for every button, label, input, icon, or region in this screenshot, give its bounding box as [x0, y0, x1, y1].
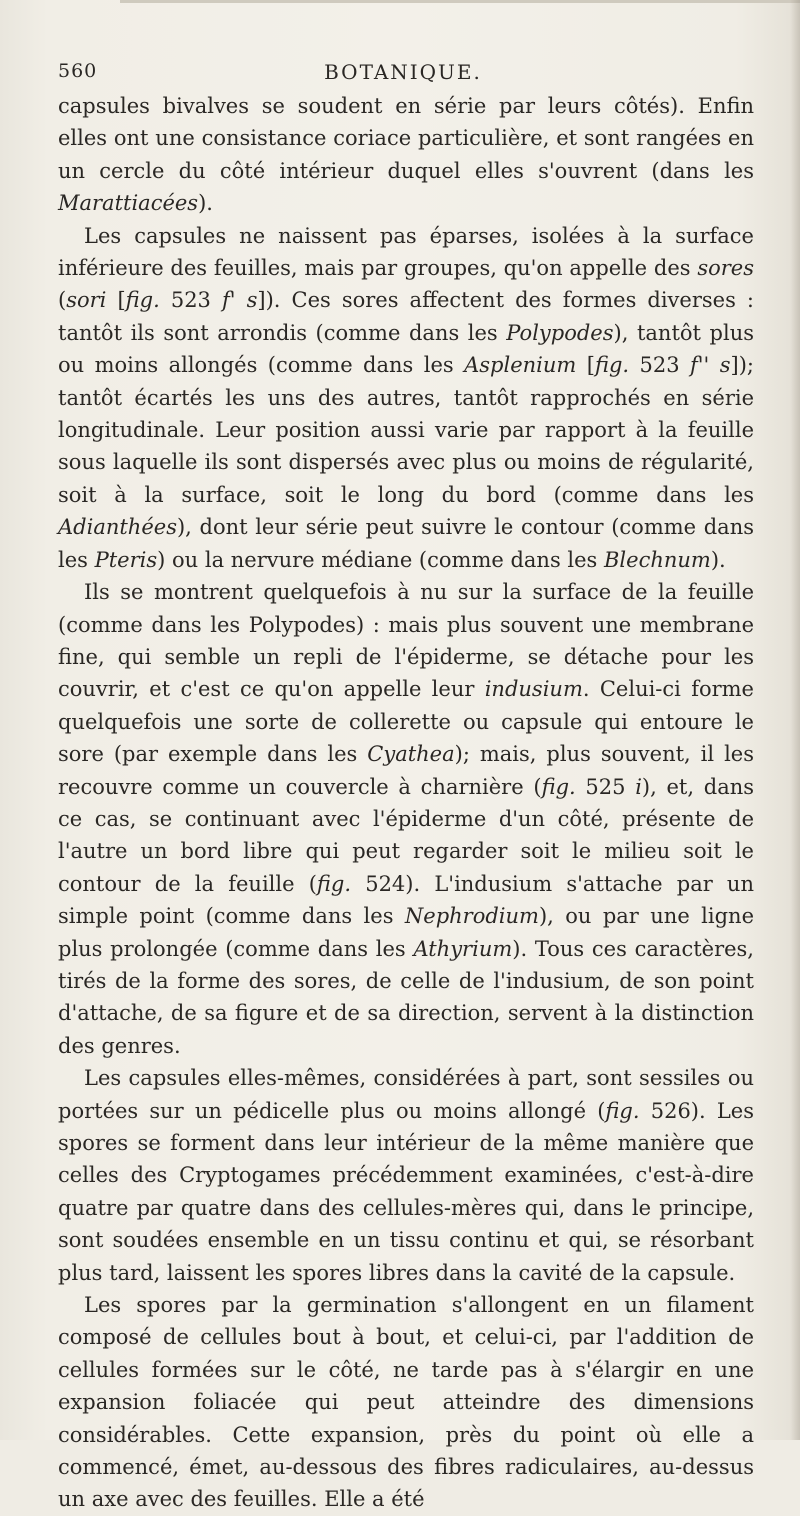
- text-run: ]); tantôt écartés les uns des autres, tantôt rapprochés en série longitudinale. Leur position aussi varie par rapport à la feuille sous laquelle ils sont dispersés avec plus ou moins de régularité, soit à la surface, soit le long du bord (comme dans les: [58, 353, 754, 507]
- italic-run: fig.: [594, 353, 630, 378]
- italic-run: fig.: [125, 288, 160, 313]
- italic-run: Athyrium: [413, 936, 513, 961]
- italic-run: f' s: [221, 288, 258, 313]
- italic-run: sori: [66, 288, 107, 313]
- italic-run: Pteris: [94, 547, 158, 572]
- italic-run: Blechnum: [604, 547, 711, 572]
- text-run: 523: [159, 288, 222, 313]
- italic-run: Cyathea: [367, 742, 455, 767]
- text-run: ), et, dans ce cas, se continuant avec l'épiderme d'un côté, présente de l'autre un bord libre qui peut regarder soit le milieu soit le contour de la feuille (: [58, 774, 755, 896]
- italic-run: Marattiacées: [58, 191, 199, 216]
- text-run: capsules bivalves se soudent en série par leurs côtés). Enfin elles ont une consistance coriace particulière, et sont rangées en un cercle du côté intérieur duquel elles s'ouvrent (dans les: [58, 94, 754, 183]
- text-run: ]). Ces sores affectent des formes diverses : tantôt ils sont arrondis (comme dans les: [58, 288, 755, 345]
- running-head: BOTANIQUE.: [324, 60, 482, 84]
- paragraph: [58, 1289, 754, 1516]
- page-header: [58, 60, 748, 90]
- text-run: 523: [629, 353, 690, 378]
- text-run: ), tantôt plus ou moins allongés (comme dans les: [58, 320, 754, 378]
- paragraph: [58, 1062, 754, 1289]
- italic-run: fig.: [316, 871, 352, 896]
- text-run: Les capsules ne naissent pas éparses, isolées à la surface inférieure des feuilles, mais par groupes, qu'on appelle des: [58, 223, 754, 281]
- italic-run: f'' s: [690, 353, 731, 378]
- italic-run: i: [635, 774, 642, 799]
- body-text: [58, 90, 754, 1516]
- page-top-edge: [120, 0, 800, 3]
- paragraph: [58, 90, 754, 220]
- text-run: ).: [710, 547, 726, 572]
- text-run: ), dont leur série peut suivre le contour (comme dans les: [58, 515, 754, 572]
- italic-run: Adianthées: [58, 515, 177, 540]
- italic-run: Polypodes: [506, 320, 614, 345]
- text-run: Les capsules elles-mêmes, considérées à part, sont sessiles ou portées sur un pédicelle plus ou moins allongé (: [58, 1066, 754, 1123]
- text-run: Les spores par la germination s'allongent en un filament composé de cellules bout à bout, et celui-ci, par l'addition de cellules formées sur le côté, ne tarde pas à s'élargir en une expansion foliacée qui peut atteindre des dimensions considérables. Cette expansion, près du point où elle a commencé, émet, au-dessous des fibres radiculaires, au-dessus un axe avec des feuilles. Elle a été: [58, 1293, 754, 1512]
- text-run: ); mais, plus souvent, il les recouvre comme un couvercle à charnière (: [58, 742, 754, 799]
- text-run: ), ou par une ligne plus prolongée (comme dans les: [58, 904, 754, 961]
- italic-run: Asplenium: [464, 353, 577, 378]
- text-run: [: [106, 288, 126, 313]
- text-run: [: [576, 353, 595, 378]
- italic-run: fig.: [605, 1098, 640, 1123]
- italic-run: fig.: [541, 774, 576, 799]
- page-number: 560: [58, 60, 98, 82]
- italic-run: indusium: [484, 677, 583, 702]
- italic-run: Nephrodium: [404, 904, 539, 929]
- text-run: . Celui-ci forme quelquefois une sorte de collerette ou capsule qui entoure le sore (par exemple dans les: [58, 677, 754, 767]
- text-run: ).: [198, 191, 213, 216]
- page-binding-shadow: [790, 0, 800, 1440]
- text-run: 526). Les spores se forment dans leur intérieur de la même manière que celles des Cryptogames précédemment examinées, c'est-à-dire quatre par quatre dans des cellules-mères qui, dans le principe, sont soudées ensemble en un tissu continu et qui, se résorbant plus tard, laissent les spores libres dans la cavité de la capsule.: [58, 1098, 754, 1285]
- text-run: (: [58, 288, 67, 313]
- text-run: Ils se montrent quelquefois à nu sur la surface de la feuille (comme dans les Polypodes) : mais plus souvent une membrane fine, qui semble un repli de l'épiderme, se détache pour les couvrir, et c'est ce qu'on appelle leur: [58, 580, 754, 702]
- italic-run: sores: [697, 256, 754, 281]
- text-run: 524). L'indusium s'attache par un simple point (comme dans les: [58, 871, 754, 929]
- paragraph: [58, 576, 754, 1062]
- paragraph: [58, 220, 754, 576]
- text-run: 525: [575, 774, 636, 799]
- text-run: ). Tous ces caractères, tirés de la forme des sores, de celle de l'indusium, de son point d'attache, de sa figure et de sa direction, servent à la distinction des genres.: [58, 936, 754, 1058]
- text-run: ) ou la nervure médiane (comme dans les: [157, 547, 604, 572]
